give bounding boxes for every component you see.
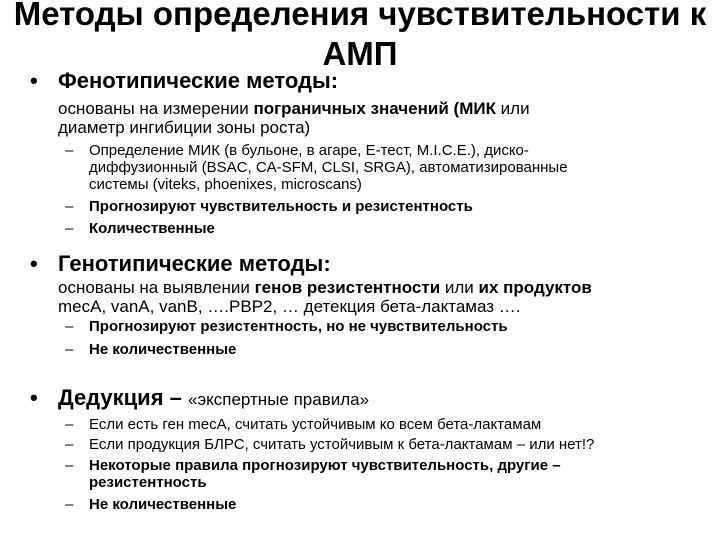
- dash-icon: –: [65, 220, 74, 237]
- list-item-line2: диффузионный (BSAC, CA-SFM, CLSI, SRGA), автоматизированные: [89, 159, 568, 176]
- dash-icon: –: [65, 142, 74, 159]
- section-heading: Дедукция – «экспертные правила»: [58, 385, 370, 410]
- bullet-icon: •: [30, 385, 38, 410]
- section-description-line2: mecA, vanA, vanB, ….PBP2, … детекция бета-лактамаз ….: [58, 297, 521, 316]
- bullet-icon: •: [30, 251, 38, 276]
- dash-icon: –: [65, 318, 74, 335]
- section-description: основаны на выявлении генов резистентности или их продуктов: [58, 278, 592, 297]
- dash-icon: –: [65, 341, 74, 358]
- list-item-line3: системы (viteks, phoenixes, microscans): [89, 176, 362, 193]
- dash-icon: –: [65, 457, 74, 474]
- dash-icon: –: [65, 436, 74, 453]
- section-heading: Генотипические методы:: [58, 251, 331, 276]
- title-line-1: Методы определения чувствительности к: [13, 0, 707, 32]
- list-item-line2: резистентность: [89, 474, 207, 491]
- section-description: основаны на измерении пограничных значений (МИК или: [58, 99, 530, 118]
- slide-title: [0, 0, 720, 74]
- dash-icon: –: [65, 416, 74, 433]
- section-subheading: «экспертные правила»: [188, 390, 370, 409]
- section-description-line2: диаметр ингибиции зоны роста): [58, 118, 311, 137]
- slide: Методы определения чувствительности к АМП • Фенотипические методы: основаны на измерении пограничных значений (МИК или диаметр ингибиции зоны роста) – Определение МИК (в бульоне, в агаре, Е-тест, M.I.C.E.), диско- диффузионный (BSAC, CA-SFM, CLSI, SRGA), автоматизированные системы (viteks, phoenixes, microscans) – Прогнозируют чувствительность и резистентность – Количественные • Генотипические методы: основаны на выявлении генов резистентности или их продуктов mecA, vanA, vanB, ….PBP2, … детекция бета-лактамаз …. – Прогнозируют резистентность, но не чувствительность – Не количественные • Дедукция – «экспертные правила» – Если есть ген mecA, считать устойчивым ко всем бета-лактамам – Если продукция БЛРС, считать устойчивым к бета-лактамам – или нет!? – Некоторые правила прогнозируют чувствительность, другие – резистентность – Не количественные: [0, 0, 720, 540]
- bullet-icon: •: [30, 68, 38, 93]
- dash-icon: –: [65, 496, 74, 513]
- dash-icon: –: [65, 198, 74, 215]
- title-line-2: АМП: [322, 35, 398, 72]
- section-heading: Фенотипические методы:: [58, 68, 339, 93]
